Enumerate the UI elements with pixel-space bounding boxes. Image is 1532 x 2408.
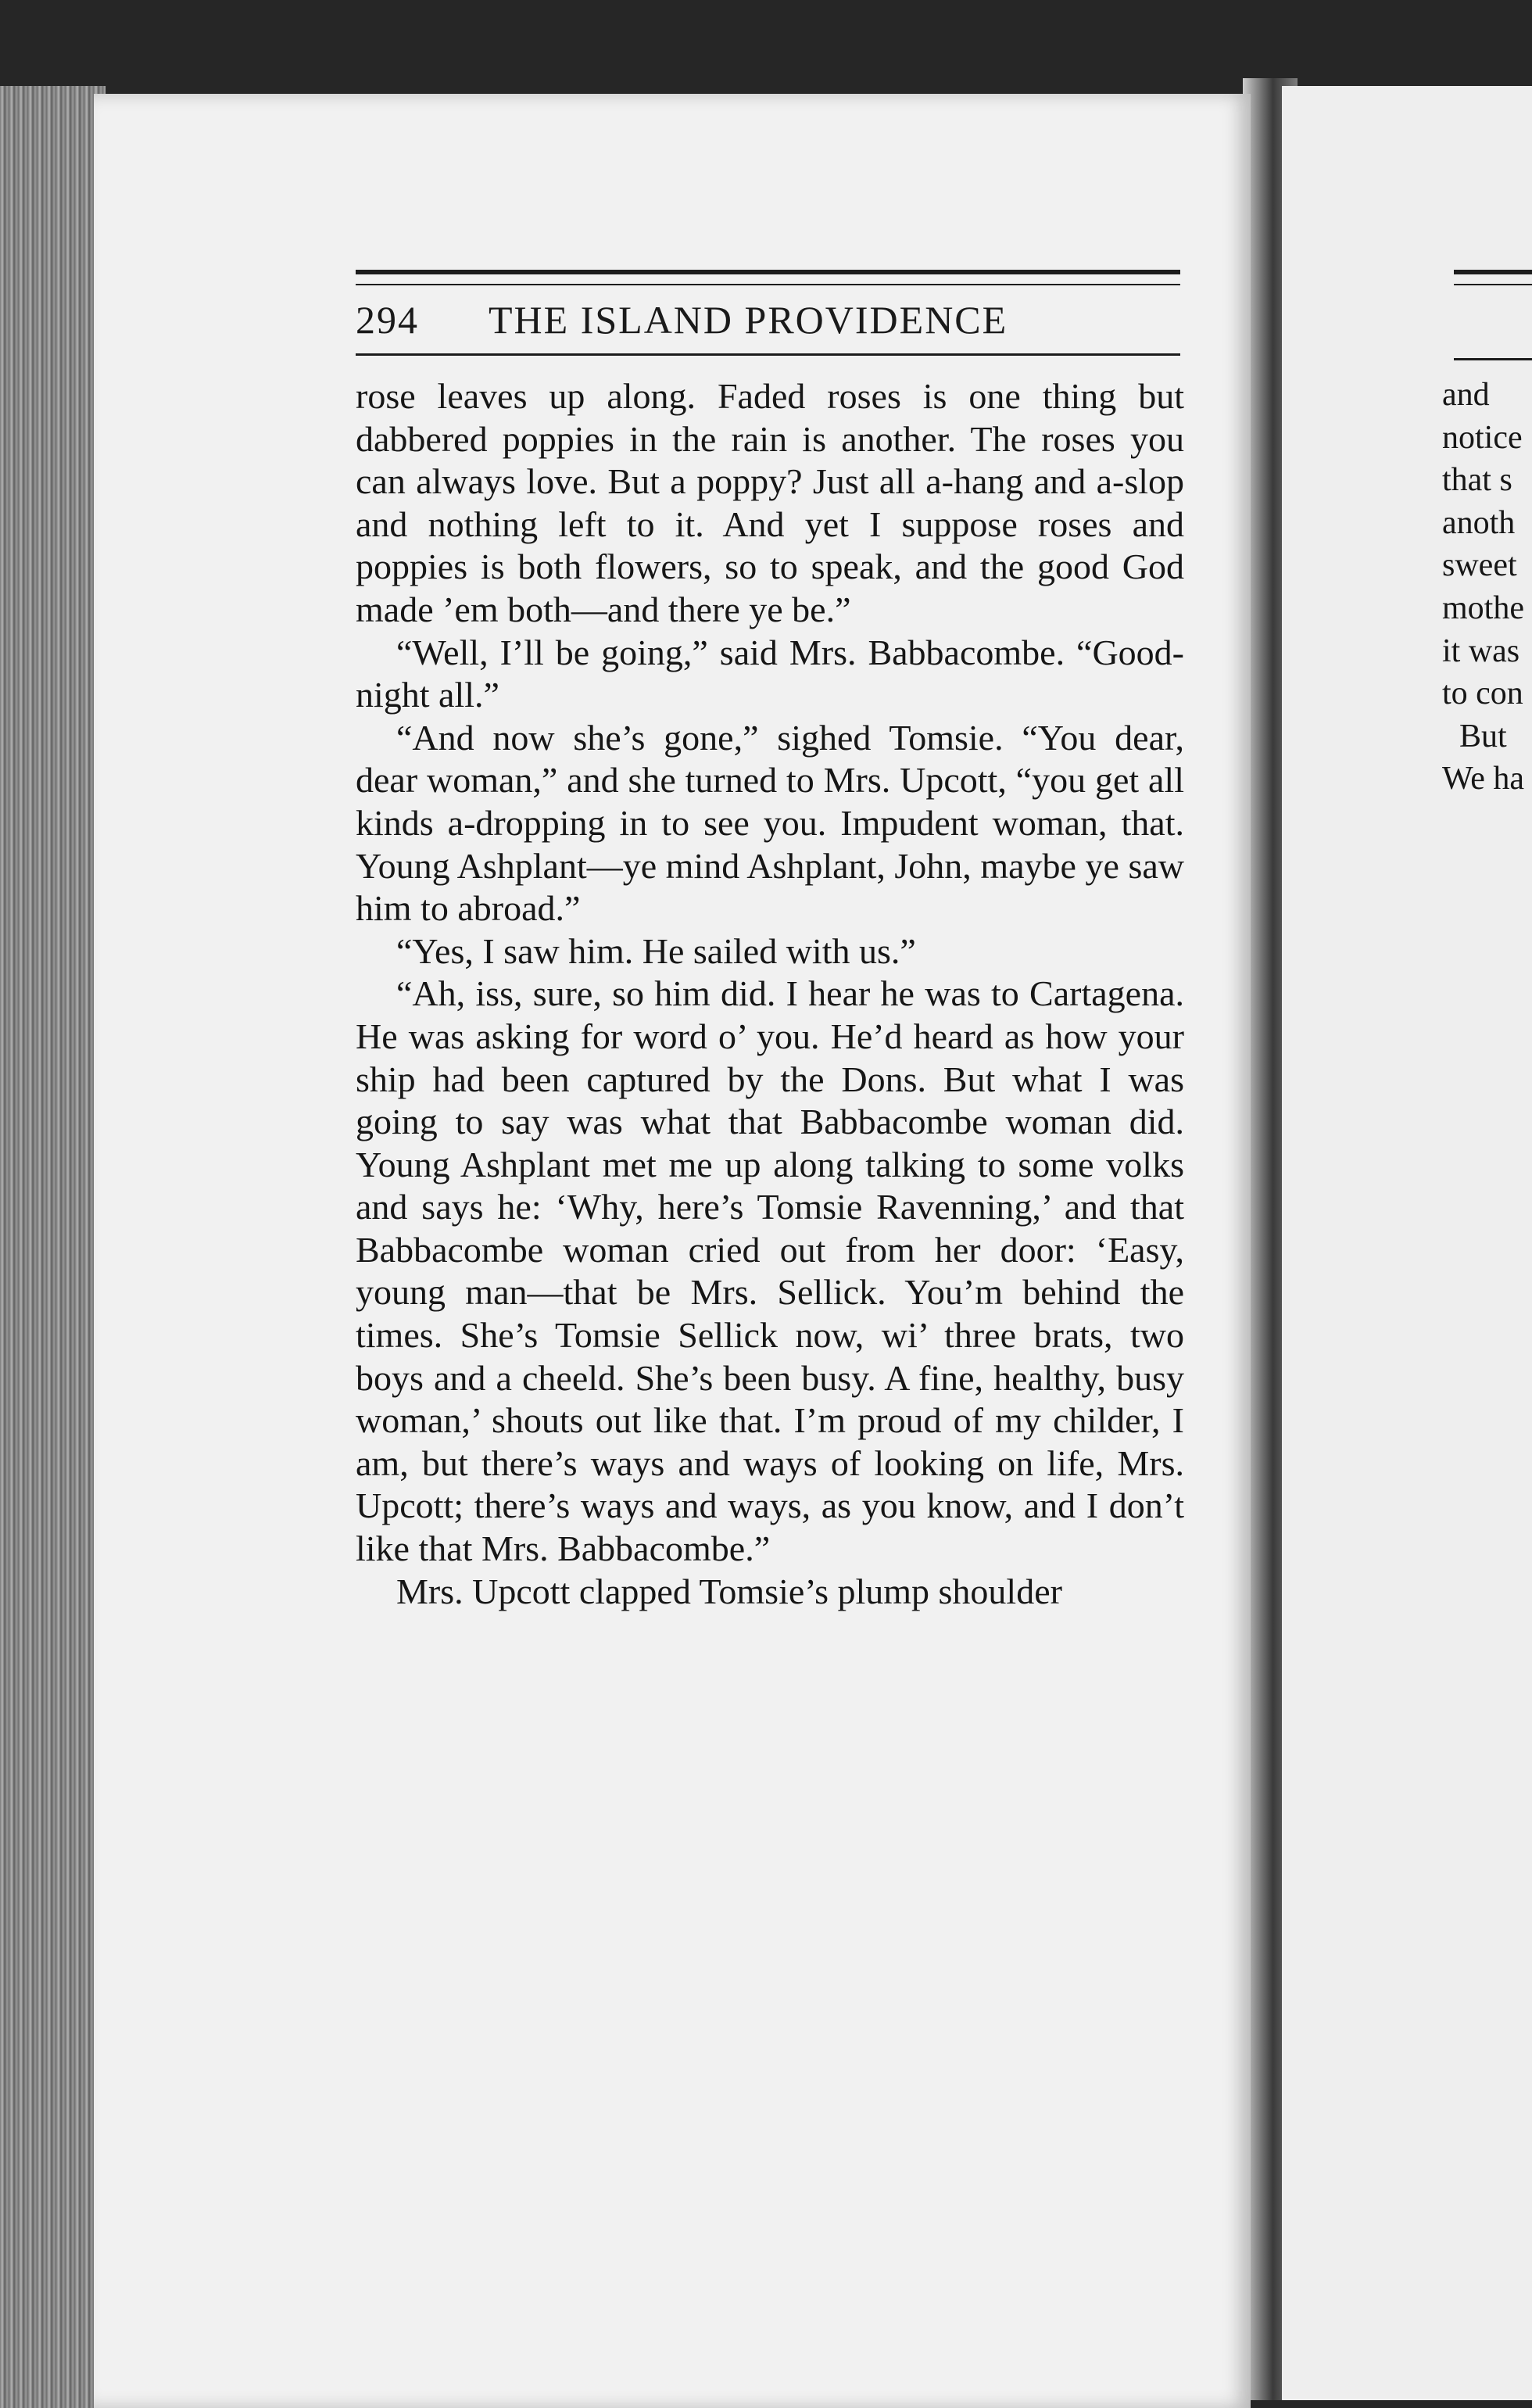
right-line: mothe bbox=[1442, 589, 1524, 626]
paragraph: “Yes, I saw him. He sailed with us.” bbox=[396, 930, 916, 971]
header-rule-top bbox=[356, 270, 1180, 285]
right-header-rule-top bbox=[1454, 270, 1532, 285]
right-line: it was bbox=[1442, 632, 1520, 669]
right-page-text bbox=[1442, 374, 1532, 801]
right-line: sweet bbox=[1442, 547, 1517, 584]
body-text bbox=[356, 375, 1184, 1613]
right-line: anoth bbox=[1442, 504, 1516, 541]
right-line: notice bbox=[1442, 419, 1523, 456]
running-title: THE ISLAND PROVIDENCE bbox=[489, 298, 1008, 342]
paragraph: “Ah, iss, sure, so him did. I hear he was to Cartagena. He was asking for word o’ you. He’d heard as how your ship had been captured by the Dons. But what I was going to say was what that Babbacombe woman did. Young Ashplant met me up along talking to some volks and says he: ‘Why, here’s Tomsie Ravenning,’ and that Babbacombe woman cried out from her door: ‘Easy, young man—that be Mrs. Sellick. You’m behind the times. She’s Tomsie Sellick now, wi’ three brats, two boys and a cheeld. She’s been busy. A fine, healthy, busy woman,’ shouts out like that. I’m proud of my childer, I am, but there’s ways and ways of looking on life, Mrs. Upcott; there’s ways and ways, as you know, and I don’t like that Mrs. Babbacombe.” bbox=[356, 973, 1184, 1569]
right-header-rule-bottom bbox=[1454, 358, 1532, 360]
right-line: But bbox=[1459, 718, 1507, 754]
paragraph: “And now she’s gone,” sighed Tomsie. “You dear, dear woman,” and she turned to Mrs. Upcott, “you get all kinds a-dropping in to see you. Impudent woman, that. Young Ashplant—ye mind Ashplant, John, maybe ye saw him to abroad.” bbox=[356, 717, 1184, 929]
page-number: 294 bbox=[356, 298, 419, 342]
right-line: We ha bbox=[1442, 761, 1525, 797]
right-line: and bbox=[1442, 377, 1490, 413]
paragraph: “Well, I’ll be going,” said Mrs. Babbacombe. “Good-night all.” bbox=[356, 632, 1184, 715]
running-head bbox=[356, 297, 1180, 342]
paragraph: Mrs. Upcott clapped Tomsie’s plump shoulder bbox=[396, 1571, 1062, 1611]
book-page-edges bbox=[0, 86, 106, 2408]
right-line: to con bbox=[1442, 675, 1523, 712]
header-rule-bottom bbox=[356, 353, 1180, 356]
paragraph: rose leaves up along. Faded roses is one thing but dabbered poppies in the rain is another. The roses you can always love. But a poppy? Just all a-hang and a-slop and nothing left to it. And yet I suppose roses and poppies is both flowers, so to speak, and the good God made ’em both—and there ye be.” bbox=[356, 376, 1184, 629]
right-line: that s bbox=[1442, 462, 1512, 499]
